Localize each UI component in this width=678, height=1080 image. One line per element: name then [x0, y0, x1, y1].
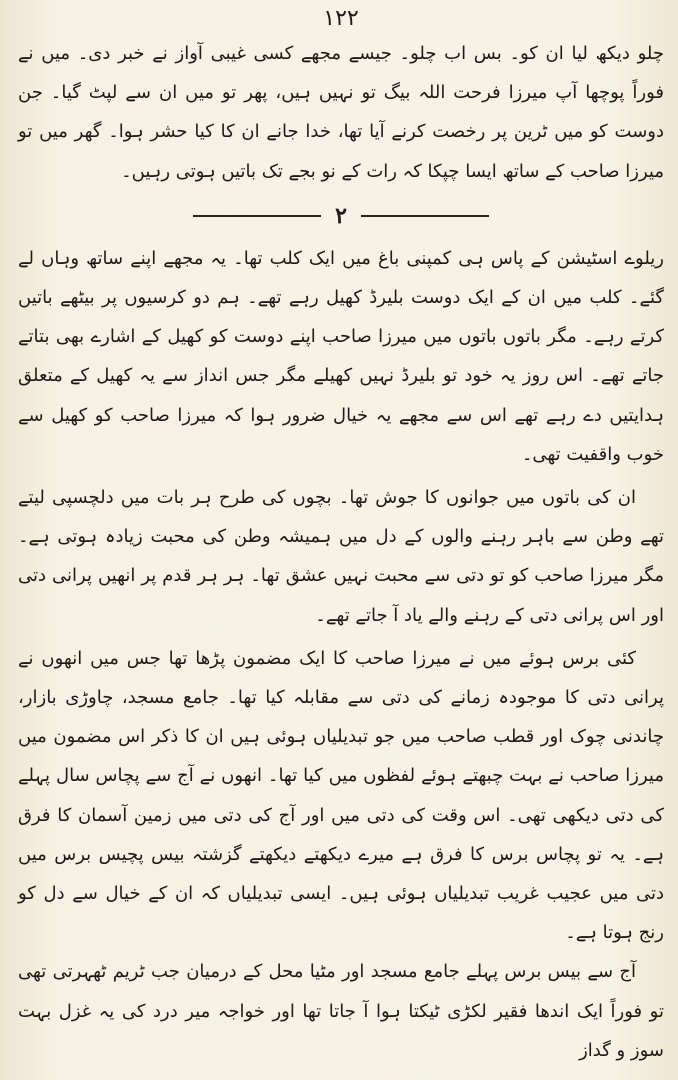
page-number: ۱۲۲ — [323, 6, 359, 31]
divider-line-left — [193, 215, 321, 217]
paragraph-3: ان کی باتوں میں جوانوں کا جوش تھا۔ بچوں کی طرح ہر بات میں دلچسپی لیتے تھے وطن سے باہر رہنے والوں کے دل میں ہمیشہ وطن کی محبت زیادہ ہوتی ہے۔ مگر میرزا صاحب کو تو دتی سے محبت نہیں عشق تھا۔ ہر ہر قدم پر انھیں پرانی دتی اور اس پرانی دتی کے رہنے والے یاد آ جاتے تھے۔ — [18, 487, 664, 626]
paragraph-4: کئی برس ہوئے میں نے میرزا صاحب کا ایک مضمون پڑھا تھا جس میں انھوں نے پرانی دتی کا موجودہ زمانے کی دتی سے مقابلہ کیا تھا۔ جامع مسجد، چاوڑی بازار، چاندنی چوک اور قطب صاحب میں جو تبدیلیاں ہوئی ہیں ان کا ذکر اس مضمون میں میرزا صاحب نے بہت چبھتے ہوئے لفظوں میں کیا تھا۔ انھوں نے آج سے پچاس سال پہلے کی دتی دیکھی تھی۔ اس وقت کی دتی میں اور آج کی دتی میں زمین آسمان کا فرق ہے۔ یہ تو پچاس برس کا فرق ہے میرے دیکھتے دیکھتے گزشتہ بیس پچیس برس میں دتی میں عجیب غریب تبدیلیاں ہوئی ہیں۔ ایسی تبدیلیاں کہ ان کے خیال سے دل کو رنج ہوتا ہے۔ — [18, 647, 664, 944]
paragraph-1: چلو دیکھ لیا ان کو۔ بس اب چلو۔ جیسے مجھے کسی غیبی آواز نے خبر دی۔ میں نے فوراً پوچھا آپ میرزا فرحت اللہ بیگ تو نہیں ہیں، پھر تو میں ان سے لپٹ گیا۔ جن دوست کو میں ٹرین پر رخصت کرنے آیا تھا، خدا جانے ان کا کیا حشر ہوا۔ گھر میں تو میرزا صاحب کے ساتھ ایسا چپکا کہ رات کے نو بجے تک باتیں ہوتی رہیں۔ — [18, 43, 664, 182]
section-number: ۲ — [335, 202, 347, 229]
divider-line-right — [361, 215, 489, 217]
paragraph-5: آج سے بیس برس پہلے جامع مسجد اور مٹیا محل کے درمیان جب ٹریم ٹھہرتی تھی تو فوراً ایک اندھا فقیر لکڑی ٹیکتا ہوا آ جاتا تھا اور خواجہ میر درد کی یہ غزل بہت سوز و گداز — [18, 961, 664, 1061]
section-divider — [18, 197, 664, 235]
paragraph-2: ریلوے اسٹیشن کے پاس ہی کمپنی باغ میں ایک کلب تھا۔ یہ مجھے اپنے ساتھ وہاں لے گئے۔ کلب میں ان کے ایک دوست بلیرڈ کھیل رہے تھے۔ ہم دو کرسیوں پر بیٹھے باتیں کرتے رہے۔ مگر باتوں باتوں میں میرزا صاحب اپنے دوست کو کھیل کے اشارے بھی بتاتے جاتے تھے۔ اس روز یہ خود تو بلیرڈ نہیں کھیلے مگر جس انداز سے یہ کھیل کے متعلق ہدایتیں دے رہے تھے اس سے مجھے یہ خیال ضرور ہوا کہ میرزا صاحب کو کھیل سے خوب واقفیت تھی۔ — [18, 247, 664, 465]
